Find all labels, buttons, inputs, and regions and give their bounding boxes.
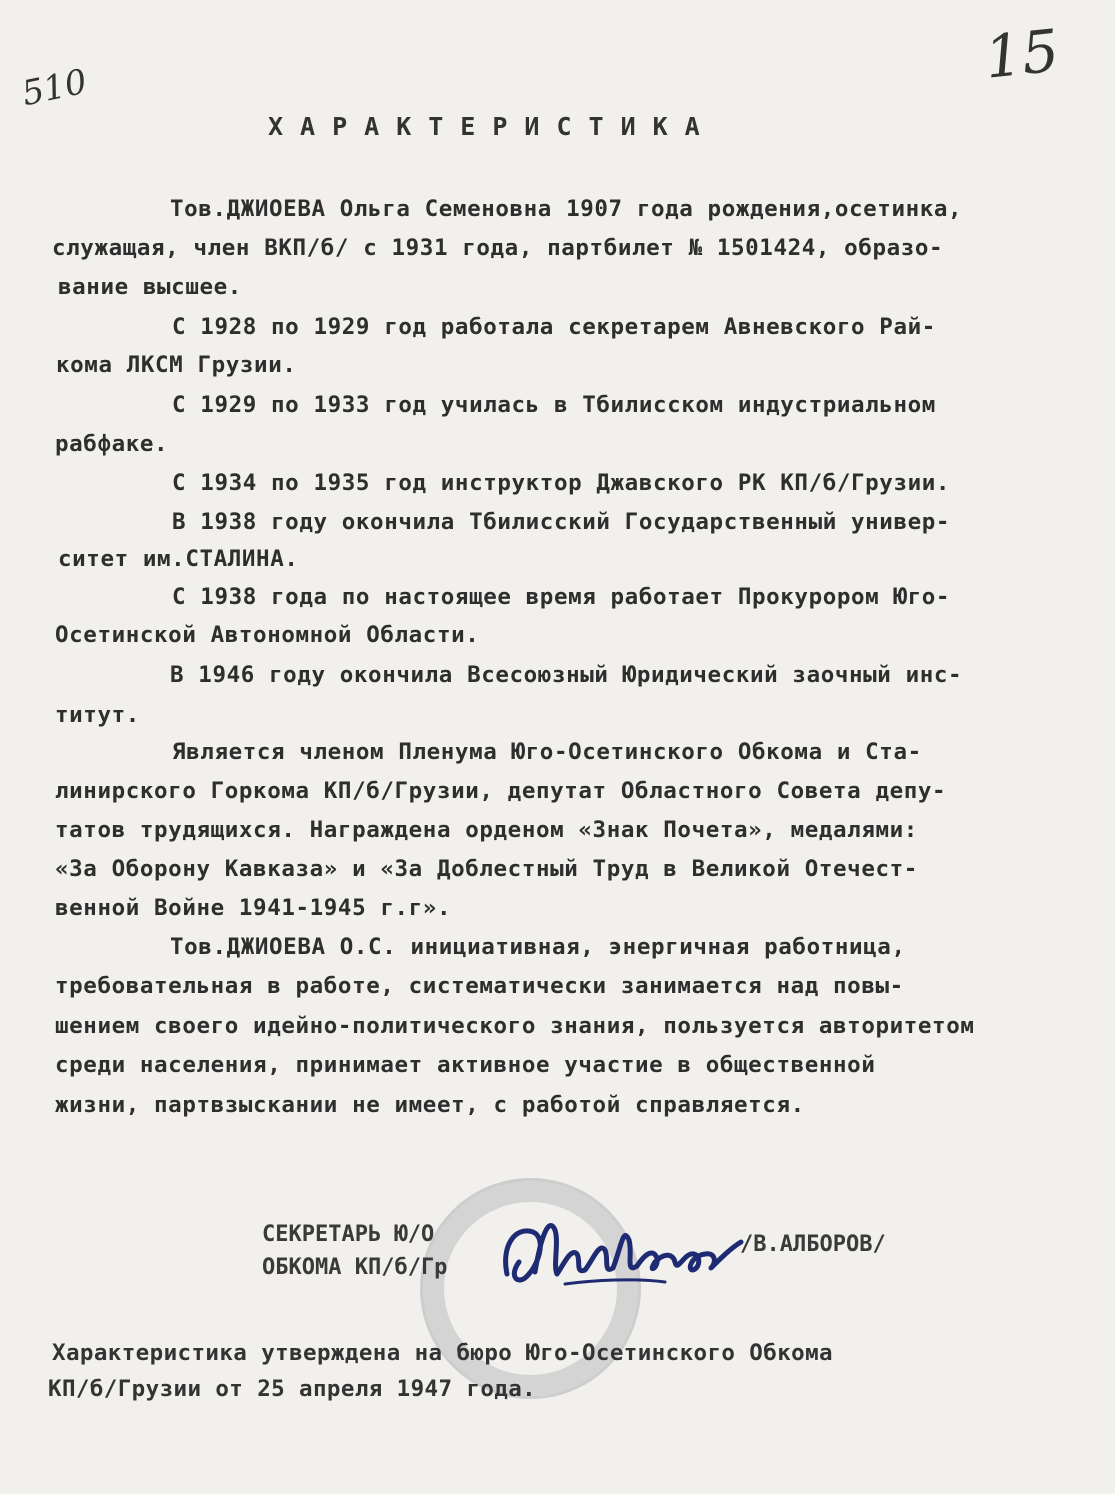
handwritten-signature (495, 1196, 750, 1306)
body-line: В 1946 году окончила Всесоюзный Юридический заочный инс- (170, 662, 963, 688)
approval-line: КП/б/Грузии от 25 апреля 1947 года. (48, 1376, 537, 1402)
body-line: рабфаке. (55, 431, 169, 457)
body-line: Тов.ДЖИОЕВА О.С. инициативная, энергичная работница, (170, 934, 906, 960)
archive-number: 510 (18, 61, 91, 115)
body-line: С 1934 по 1935 год инструктор Джавского РК КП/б/Грузии. (172, 470, 951, 496)
signature-position-line1: СЕКРЕТАРЬ Ю/О (262, 1222, 435, 1247)
document-title: ХАРАКТЕРИСТИКА (268, 112, 717, 141)
body-line: татов трудящихся. Награждена орденом «Знак Почета», медалями: (55, 817, 918, 843)
body-line: титут. (55, 702, 140, 728)
body-line: венной Войне 1941-1945 г.г». (55, 895, 452, 921)
body-line: кома ЛКСМ Грузии. (56, 352, 297, 378)
body-line: вание высшее. (58, 274, 242, 300)
body-line: требовательная в работе, систематически занимается над повы- (55, 973, 904, 999)
sheet-number: 15 (981, 16, 1063, 92)
body-line: среди населения, принимает активное участие в общественной (55, 1052, 876, 1078)
body-line: «За Оборону Кавказа» и «За Доблестный Труд в Великой Отечест- (55, 856, 918, 882)
body-line: С 1938 года по настоящее время работает Прокурором Юго- (172, 584, 951, 610)
signature-position (262, 1218, 447, 1284)
body-line: служащая, член ВКП/б/ с 1931 года, партбилет № 1501424, образо- (52, 235, 944, 261)
signature-name: /В.АЛБОРОВ/ (740, 1232, 886, 1257)
body-line: жизни, партвзыскании не имеет, с работой справляется. (55, 1092, 805, 1118)
body-line: С 1928 по 1929 год работала секретарем Авневского Рай- (172, 314, 936, 340)
body-line: Тов.ДЖИОЕВА Ольга Семеновна 1907 года рождения,осетинка, (170, 196, 963, 222)
body-line: линирского Горкома КП/б/Грузии, депутат Областного Совета депу- (55, 778, 947, 804)
body-line: ситет им.СТАЛИНА. (58, 546, 299, 572)
body-line: Осетинской Автономной Области. (55, 622, 480, 648)
body-line: В 1938 году окончила Тбилисский Государственный универ- (172, 509, 951, 535)
body-line: шением своего идейно-политического знания, пользуется авторитетом (55, 1013, 975, 1039)
signature-position-line2: ОБКОМА КП/б/Гр (262, 1255, 448, 1280)
approval-line: Характеристика утверждена на бюро Юго-Осетинского Обкома (52, 1340, 833, 1366)
body-line: Является членом Пленума Юго-Осетинского Обкома и Ста- (172, 739, 922, 765)
body-line: С 1929 по 1933 год училась в Тбилисском индустриальном (172, 392, 936, 418)
